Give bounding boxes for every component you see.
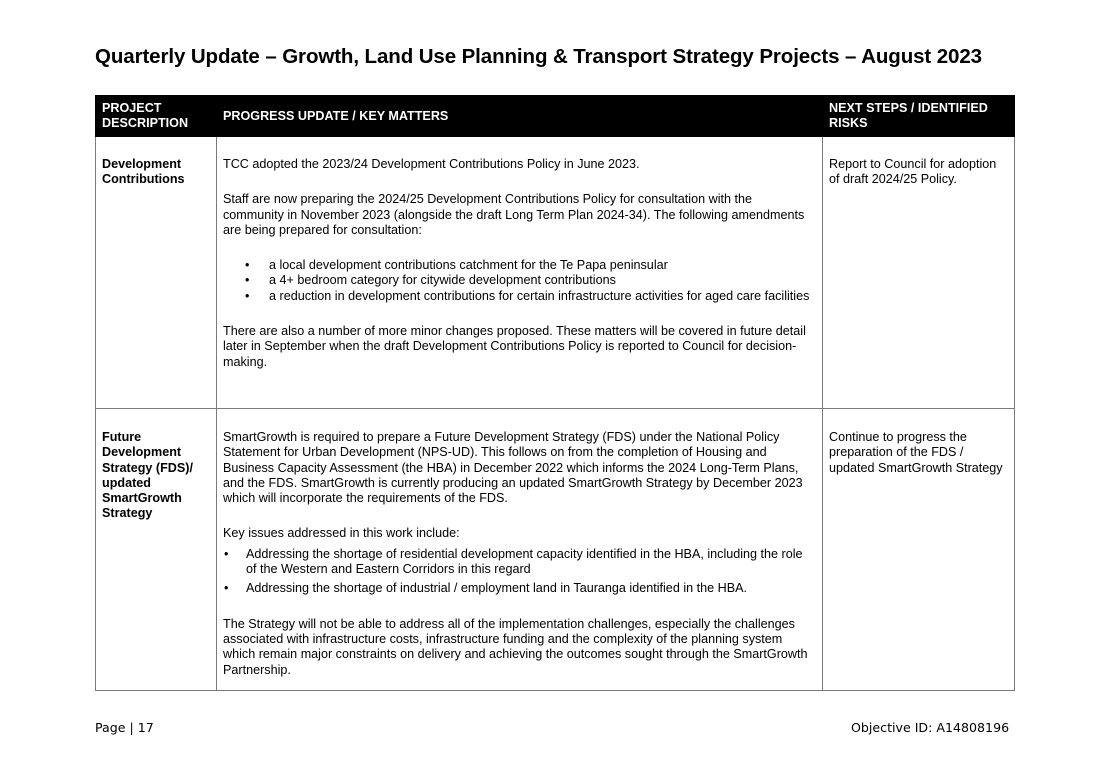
progress-cell bbox=[217, 409, 823, 691]
table-row-development-contributions bbox=[96, 137, 1015, 409]
list-item: • a 4+ bedroom category for citywide development contributions bbox=[269, 273, 816, 288]
table-header-row bbox=[96, 96, 1015, 137]
objective-id: Objective ID: A14808196 bbox=[851, 720, 1010, 735]
project-name: Future Development Strategy (FDS)/ updated SmartGrowth Strategy bbox=[96, 409, 217, 691]
project-name: Development Contributions bbox=[96, 137, 217, 409]
bullet-list bbox=[223, 258, 816, 304]
page-number: Page | 17 bbox=[95, 720, 154, 735]
progress-paragraph: SmartGrowth is required to prepare a Future Development Strategy (FDS) under the National Policy Statement for Urban Development (NPS-UD). This follows on from the completion of Housing and Business Capacity Assessment (the HBA) in December 2022 which informs the 2024 Long-Term Plans, and the FDS. SmartGrowth is currently producing an updated SmartGrowth Strategy by December 2023 which will incorporate the requirements of the FDS. bbox=[223, 430, 803, 506]
header-project-description: PROJECT DESCRIPTION bbox=[96, 96, 217, 137]
projects-table bbox=[95, 95, 1015, 691]
progress-paragraph: Key issues addressed in this work include: bbox=[223, 526, 460, 541]
header-next-steps: NEXT STEPS / IDENTIFIED RISKS bbox=[823, 96, 1015, 137]
header-progress-update: PROGRESS UPDATE / KEY MATTERS bbox=[217, 96, 823, 137]
bullet-list bbox=[223, 547, 816, 597]
progress-paragraph: Staff are now preparing the 2024/25 Development Contributions Policy for consultation with the community in November 2023 (alongside the draft Long Term Plan 2024-34). The following amendments are being prepared for consultation: bbox=[223, 192, 805, 237]
next-steps-cell: Report to Council for adoption of draft 2024/25 Policy. bbox=[823, 137, 1015, 409]
table-row-future-development-strategy bbox=[96, 409, 1015, 691]
next-steps-cell: Continue to progress the preparation of the FDS / updated SmartGrowth Strategy bbox=[823, 409, 1015, 691]
progress-paragraph: TCC adopted the 2023/24 Development Contributions Policy in June 2023. bbox=[223, 157, 640, 171]
progress-cell bbox=[217, 137, 823, 409]
progress-paragraph: There are also a number of more minor changes proposed. These matters will be covered in future detail later in September when the draft Development Contributions Policy is reported to Council for decision-making. bbox=[223, 324, 806, 369]
list-item: • Addressing the shortage of industrial / employment land in Tauranga identified in the HBA. bbox=[246, 581, 816, 596]
page-title: Quarterly Update – Growth, Land Use Planning & Transport Strategy Projects – August 2023 bbox=[95, 45, 982, 68]
list-item: • Addressing the shortage of residential development capacity identified in the HBA, including the role of the Western and Eastern Corridors in this regard bbox=[246, 547, 816, 578]
progress-paragraph: The Strategy will not be able to address all of the implementation challenges, especially the challenges associated with infrastructure costs, infrastructure funding and the complexity of the planning system which remain major constraints on delivery and achieving the outcomes sought through the SmartGrowth Partnership. bbox=[223, 616, 808, 677]
list-item: • a reduction in development contributions for certain infrastructure activities for aged care facilities bbox=[269, 289, 816, 304]
list-item: • a local development contributions catchment for the Te Papa peninsular bbox=[269, 258, 816, 273]
